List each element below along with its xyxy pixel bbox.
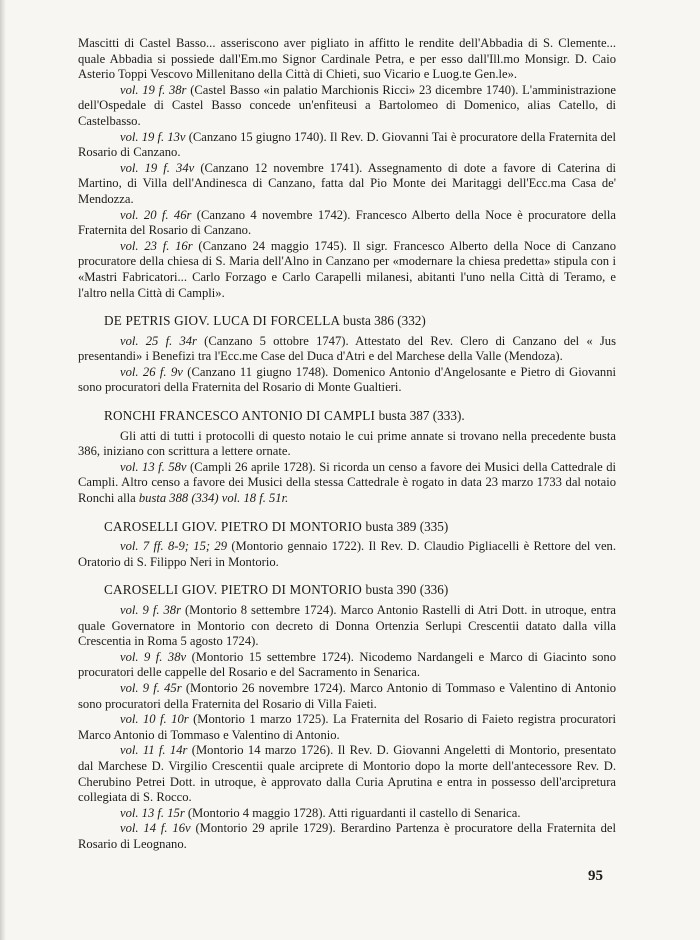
notary-name: CAROSELLI GIOV. PIETRO DI MONTORIO [104,582,362,598]
entry-text: (Montorio 14 marzo 1726). Il Rev. D. Giovanni Angeletti di Montorio, presentato dal Marchese D. Virgilio Crescentii quale arciprete di Montorio dopo la morte dell'antecessore Rev. D. Cherubino Petrei Dott. in utroque, è approvato dalla Curia Aprutina e entra in possesso dell'arcipretura collegiata di S. Rocco. [78,743,616,805]
entry-paragraph [78,36,616,83]
volume-folio-reference: vol. 25 f. 34r [120,333,197,348]
notary-name: RONCHI FRANCESCO ANTONIO DI CAMPLI [104,408,376,424]
entry-text: (Canzano 15 giugno 1740). Il Rev. D. Giovanni Tai è procuratore della Fraternita del Rosario di Canzano. [78,129,616,160]
entry-paragraph [78,821,616,852]
entry-paragraph [78,603,616,650]
volume-folio-reference: vol. 19 f. 34v [120,160,195,175]
volume-folio-reference: vol. 23 f. 16r [120,238,193,253]
volume-folio-reference: vol. 20 f. 46r [120,207,192,222]
volume-folio-reference: vol. 9 f. 38v [120,649,187,664]
entry-text: (Canzano 12 novembre 1741). Assegnamento di dote a favore di Caterina di Martino, di Villa dell'Andinesca di Canzano, fatta dal Pio Monte dei Maritaggi dell'Ecc.ma Casa de' Mendozza. [78,160,616,206]
notary-heading [78,408,616,424]
entry-paragraph [78,334,616,365]
entry-text: (Montorio 15 settembre 1724). Nicodemo Nardangeli e Marco di Giacinto sono procuratori delle cappelle del Rosario e del Sacramento in Senarica. [78,649,616,680]
volume-folio-reference: vol. 9 f. 45r [120,680,182,695]
entry-text: (Canzano 4 novembre 1742). Francesco Alberto della Noce è procuratore della Fraternita del Rosario di Canzano. [78,207,617,238]
entry-paragraph [78,743,616,805]
notary-heading [78,519,616,535]
entry-paragraph [78,429,616,460]
volume-folio-reference: vol. 19 f. 13v [120,129,186,144]
notary-heading [78,582,616,598]
volume-folio-reference: vol. 10 f. 10r [120,712,189,727]
entry-text: (Canzano 5 ottobre 1747). Attestato del Rev. Clero di Canzano del « Jus presentandi» i Benefizi tra l'Ecc.me Case del Duca d'Atri e del Marchese della Valle (Mendoza). [78,333,617,364]
entry-paragraph [78,712,616,743]
entry-text: (Montorio 1 marzo 1725). La Fraternita del Rosario di Faieto registra procuratori Marco Antonio di Tommaso e Valentino di Antonio. [78,712,616,742]
volume-folio-reference: vol. 9 f. 38r [120,603,181,617]
volume-folio-reference: vol. 19 f. 38r [120,82,187,97]
entry-text: Gli atti di tutti i protocolli di questo notaio le cui prime annate si trovano nella precedente busta 386, iniziano con scrittura a lettere ornate. [78,428,616,459]
volume-folio-reference: vol. 14 f. 16v [120,821,191,836]
entry-text: (Campli 26 aprile 1728). Si ricorda un censo a favore dei Musici della Cattedrale di Campli. Altro censo a favore dei Musici della stessa Cattedrale è rogato in data 23 marzo 1733 dal notaio Ronchi alla [78,459,617,506]
entry-text: (Montorio 29 aprile 1729). Berardino Partenza è procuratore della Fraternita del Rosario di Leognano. [78,821,616,851]
entry-text: (Montorio 4 maggio 1728). Atti riguardanti il castello di Senarica. [184,805,521,820]
page-edge-shadow [0,0,6,940]
entry-text: Mascitti di Castel Basso... asseriscono aver pigliato in affitto le rendite dell'Abbadia di S. Clemente... quale Abbadia si possiede dall'Em.mo Signor Cardinale Petra, e per esso dall'Ill.mo Monsigr. D. Caio Asterio Toppi Vescovo Millenitano della Città di Chieti, suo Vicario e Luog.te Gen.le». [78,36,616,82]
entry-paragraph [78,460,616,507]
entry-text: (Montorio 8 settembre 1724). Marco Antonio Rastelli di Atri Dott. in utroque, entra quale Governatore in Montorio con decreto di Donna Ortenzia Serlupi Crescentii datato dalla villa Crescentia in Roma 5 agosto 1724). [78,603,616,649]
busta-reference: busta 386 (332) [343,313,426,329]
entry-paragraph [78,83,616,130]
entry-paragraph [78,806,616,822]
entry-paragraph [78,130,616,161]
entry-paragraph [78,239,616,301]
busta-reference: busta 390 (336) [365,582,449,598]
entry-text: (Montorio gennaio 1722). Il Rev. D. Claudio Pigliacelli è Rettore del ven. Oratorio di S. Filippo Neri in Montorio. [78,539,616,569]
entry-text: (Castel Basso «in palatio Marchionis Ricci» 23 dicembre 1740). L'amministrazione dell'Ospedale di Castel Basso concede un'enfiteusi a Bartolomeo di Domenico, alias Catello, di Castelbasso. [78,82,616,128]
document-page [78,36,616,853]
busta-reference: busta 389 (335) [365,518,449,534]
volume-folio-reference: vol. 26 f. 9v [120,364,183,379]
volume-folio-reference: vol. 7 ff. 8-9; 15; 29 [120,539,227,554]
notary-name: CAROSELLI GIOV. PIETRO DI MONTORIO [104,518,362,534]
entry-paragraph [78,539,616,570]
entry-paragraph [78,650,616,681]
entry-text: (Canzano 11 giugno 1748). Domenico Antonio d'Angelosante e Pietro di Giovanni sono procuratori della Fraternita del Rosario di Monte Gualtieri. [78,364,616,395]
volume-folio-reference: vol. 13 f. 58v [120,459,187,474]
notary-name: DE PETRIS GIOV. LUCA DI FORCELLA [104,313,340,329]
entry-paragraph [78,208,616,239]
notary-heading [78,313,616,329]
volume-folio-reference: vol. 11 f. 14r [120,743,188,758]
entry-paragraph [78,681,616,712]
page-number: 95 [588,868,603,884]
busta-reference: busta 387 (333). [378,408,465,424]
entry-paragraph [78,161,616,208]
entry-text: (Montorio 26 novembre 1724). Marco Antonio di Tommaso e Valentino di Antonio sono procuratori della Fraternita del Rosario di Villa Faieti. [78,680,616,711]
entry-paragraph [78,365,616,396]
busta-volume-reference: busta 388 (334) vol. 18 f. 51r. [138,491,289,506]
volume-folio-reference: vol. 13 f. 15r [120,805,185,820]
entry-text: (Canzano 24 maggio 1745). Il sigr. Francesco Alberto della Noce di Canzano procuratore della chiesa di S. Maria dell'Alno in Canzano per «modernare la chiesa predetta» stipula con i «Mastri Fabricatori... Carlo Forzago e Carlo Carapelli milanesi, abitanti l'uno nella Città di Teramo, e l'altro nella Città di Campli». [78,238,617,300]
